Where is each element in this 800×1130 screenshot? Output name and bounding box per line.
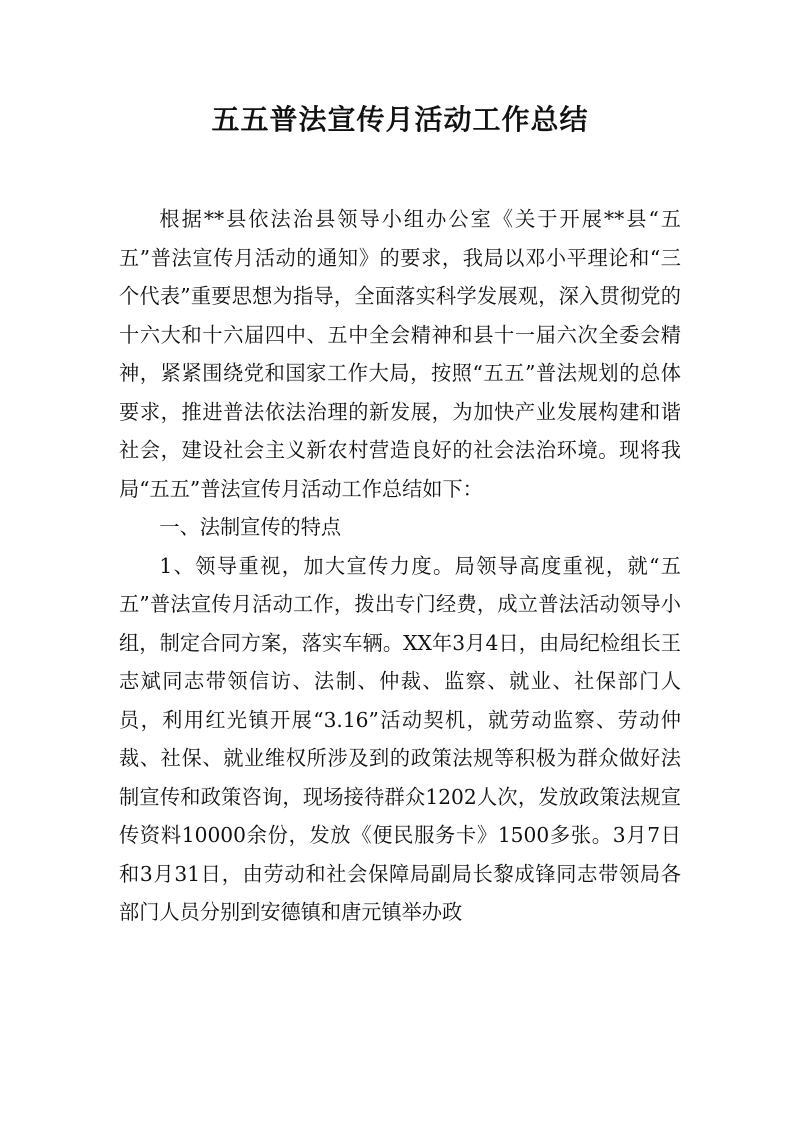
paragraph-leadership: 1、领导重视，加大宣传力度。局领导高度重视，就“五五”普法宣传月活动工作，拨出专门经费，成立普法活动领导小组，制定合同方案，落实车辆。XX年3月4日，由局纪检组长王志斌同志带领信访、法制、仲裁、监察、就业、社保部门人员，利用红光镇开展“3.16”活动契机，就劳动监察、劳动仲裁、社保、就业维权所涉及到的政策法规等积极为群众做好法制宣传和政策咨询，现场接待群众1202人次，发放政策法规宣传资料10000余份，发放《便民服务卡》1500多张。3月7日和3月31日，由劳动和社会保障局副局长黎成锋同志带领局各部门人员分别到安德镇和唐元镇举办政 bbox=[119, 553, 681, 924]
document-body bbox=[119, 200, 681, 932]
document-title: 五五普法宣传月活动工作总结 bbox=[211, 103, 589, 136]
paragraph-intro: 根据**县依法治县领导小组办公室《关于开展**县“五五”普法宣传月活动的通知》的要求，我局以邓小平理论和“三个代表”重要思想为指导，全面落实科学发展观，深入贯彻党的十六大和十六届四中、五中全会精神和县十一届六次全委会精神，紧紧围绕党和国家工作大局，按照“五五”普法规划的总体要求，推进普法依法治理的新发展，为加快产业发展构建和谐社会，建设社会主义新农村营造良好的社会法治环境。现将我局“五五”普法宣传月活动工作总结如下： bbox=[119, 207, 681, 501]
section-heading: 一、法制宣传的特点 bbox=[159, 515, 342, 539]
